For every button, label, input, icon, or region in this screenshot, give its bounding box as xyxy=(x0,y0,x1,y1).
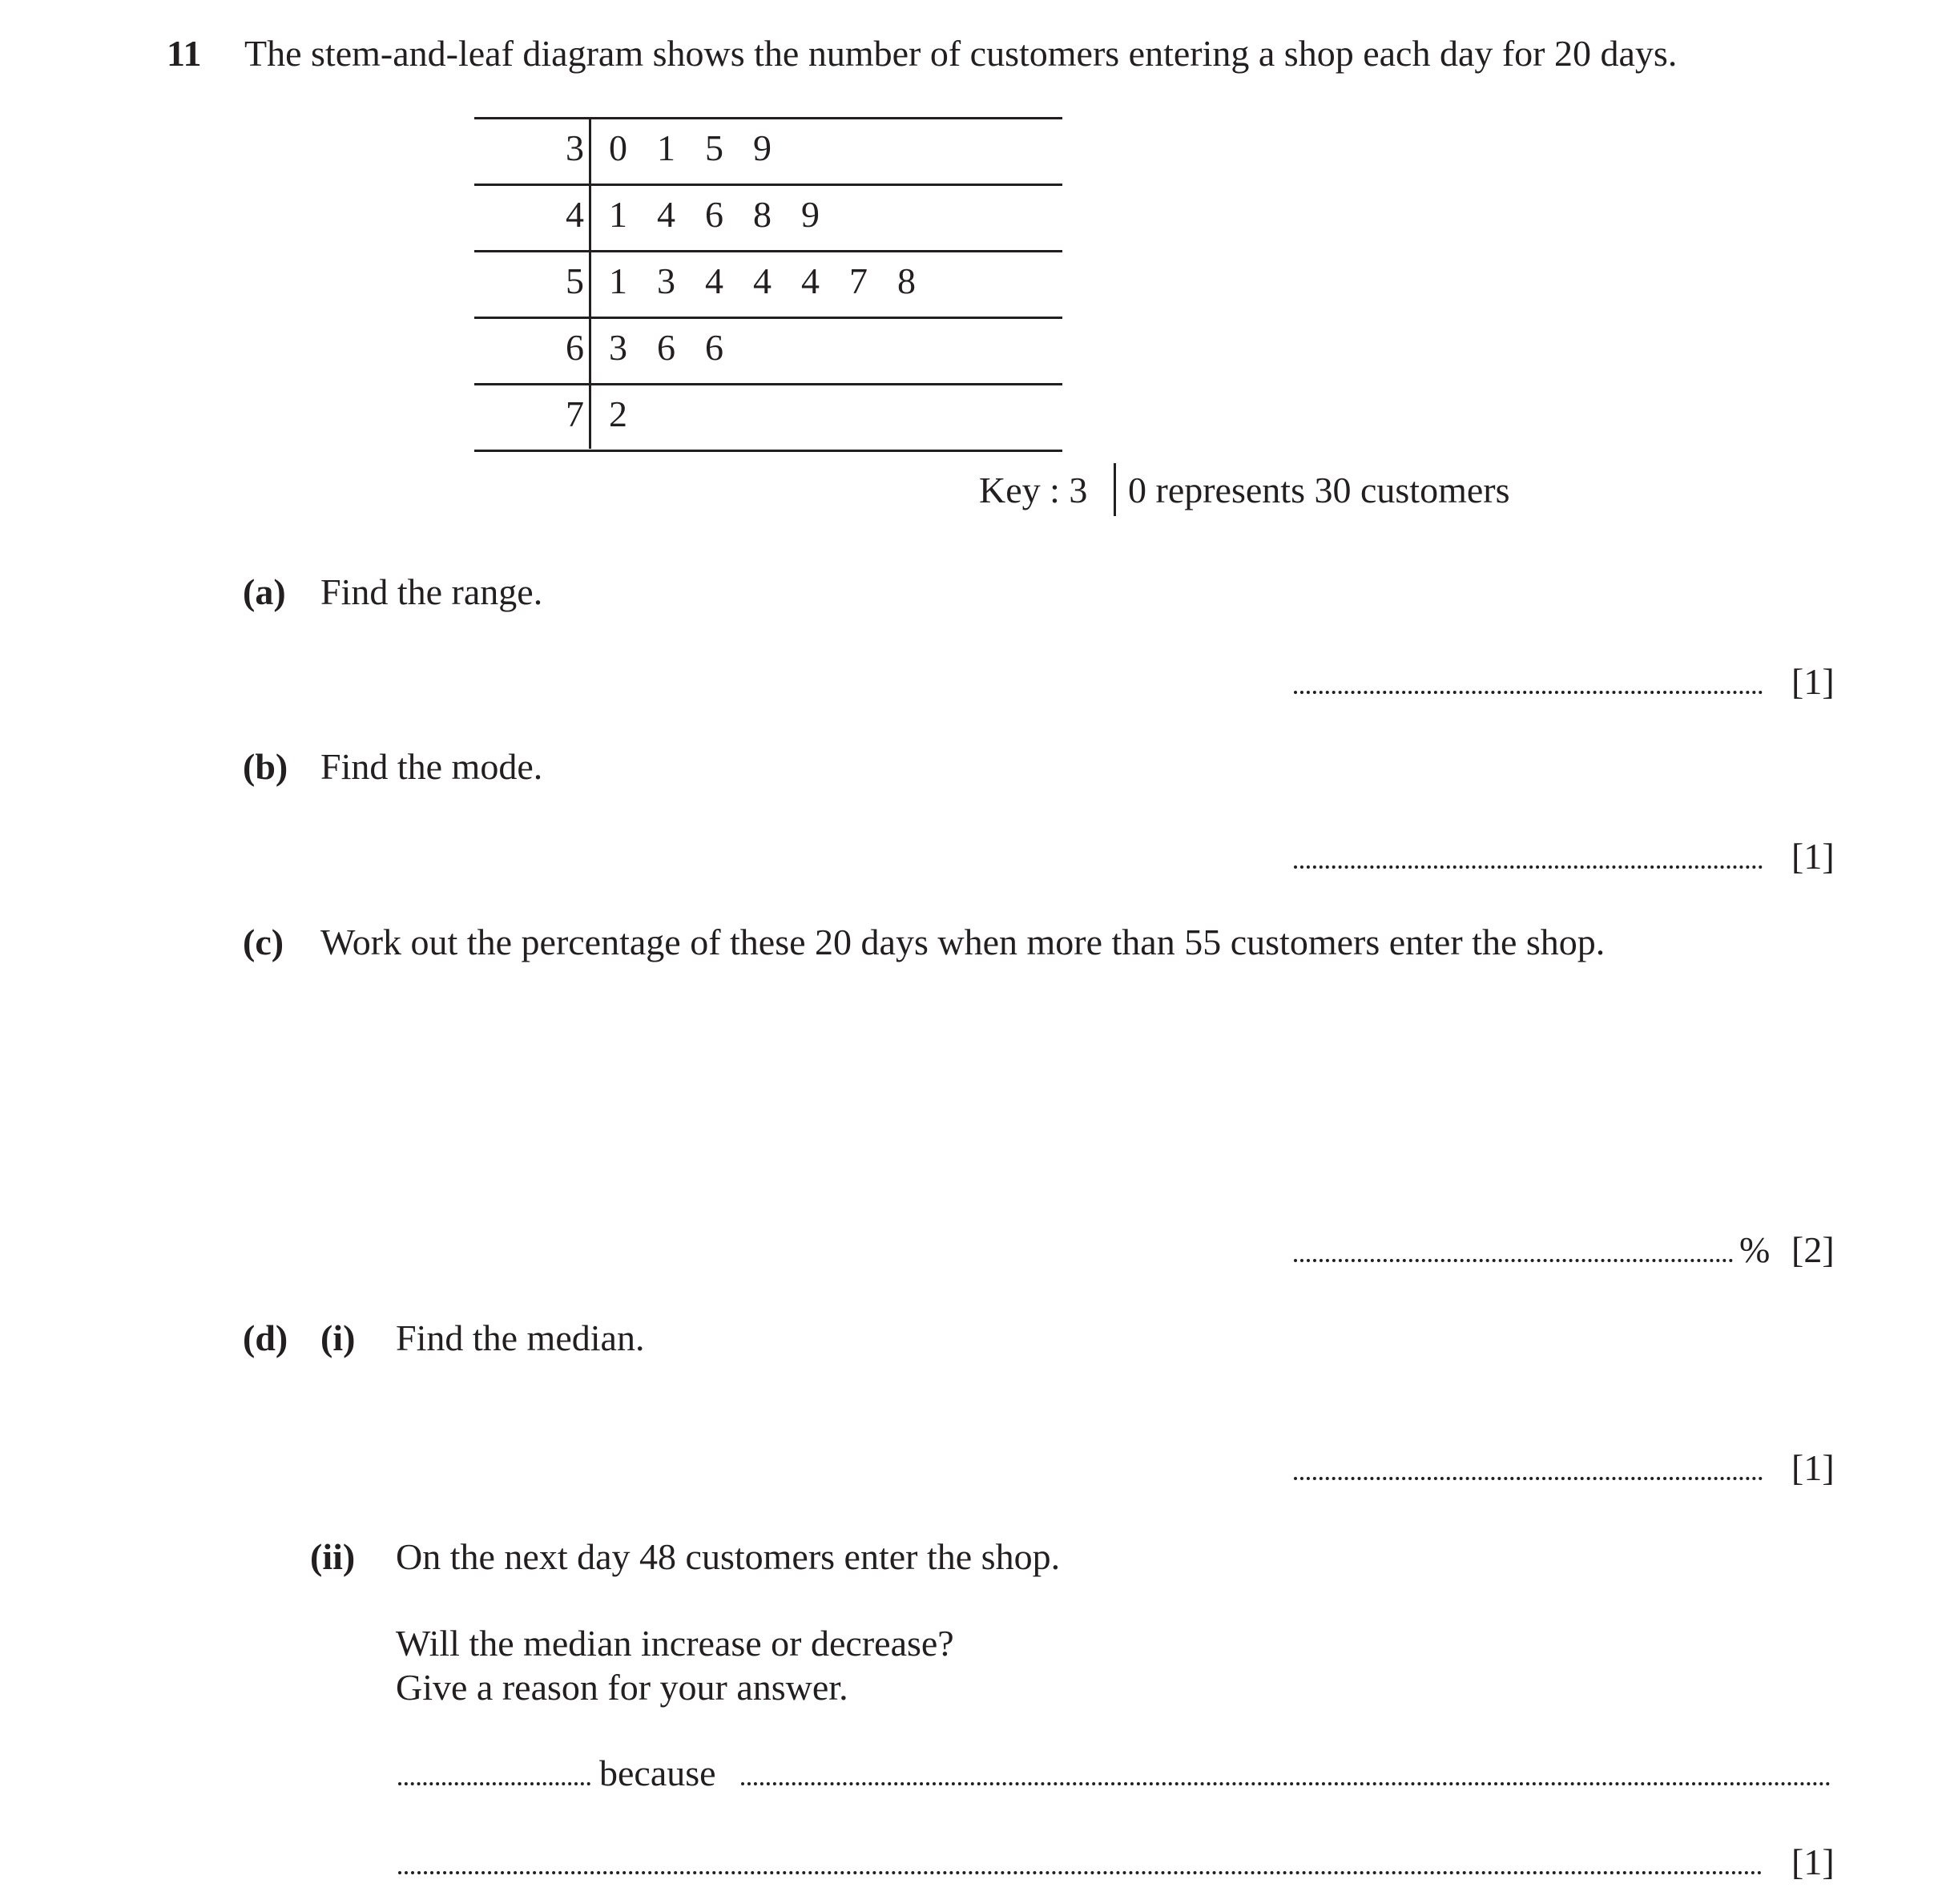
part-d-label: (d) xyxy=(243,1317,288,1358)
because-label: because xyxy=(599,1753,716,1793)
leaf: 4 xyxy=(801,260,820,301)
leaf: 5 xyxy=(705,127,723,168)
stem-row xyxy=(474,184,1062,250)
part-c-label: (c) xyxy=(243,922,284,962)
part-b-text: Find the mode. xyxy=(320,746,543,787)
leaf: 9 xyxy=(801,194,820,235)
part-b-marks: [1] xyxy=(1791,836,1835,877)
answer-line-d-ii-choice[interactable] xyxy=(398,1782,590,1785)
leaf: 6 xyxy=(705,194,723,235)
leaf: 3 xyxy=(657,260,675,301)
leaf: 8 xyxy=(753,194,772,235)
leaves xyxy=(609,393,657,434)
part-c-marks: [2] xyxy=(1791,1229,1835,1270)
key-prefix: Key : 3 xyxy=(979,470,1088,510)
part-b-label: (b) xyxy=(243,746,288,787)
stem-value: 5 xyxy=(566,260,584,301)
part-a-label: (a) xyxy=(243,571,286,612)
leaf: 1 xyxy=(609,260,627,301)
stem-value: 3 xyxy=(566,127,584,168)
leaf: 7 xyxy=(849,260,868,301)
key-divider xyxy=(1114,463,1116,516)
question-intro: The stem-and-leaf diagram shows the number of customers entering a shop each day for 20 days. xyxy=(244,33,1678,74)
leaves xyxy=(609,127,801,168)
leaf: 6 xyxy=(657,327,675,368)
stem-row xyxy=(474,317,1062,383)
key-suffix: 0 represents 30 customers xyxy=(1128,470,1510,510)
leaf: 6 xyxy=(705,327,723,368)
stem-value: 4 xyxy=(566,194,584,235)
answer-line-d-i[interactable] xyxy=(1294,1477,1763,1480)
stem-row xyxy=(474,117,1062,184)
part-d-ii-text-1: On the next day 48 customers enter the shop. xyxy=(396,1536,1061,1577)
stem-value: 6 xyxy=(566,327,584,368)
part-d-i-text: Find the median. xyxy=(396,1317,645,1358)
part-d-ii-label: (ii) xyxy=(310,1536,356,1577)
leaves xyxy=(609,196,849,233)
part-c-text: Work out the percentage of these 20 days when more than 55 customers enter the shop. xyxy=(320,922,1606,962)
leaf: 8 xyxy=(897,260,916,301)
part-d-ii-text-3: Give a reason for your answer. xyxy=(396,1667,848,1708)
stem-value: 7 xyxy=(566,393,584,434)
part-d-i-marks: [1] xyxy=(1791,1447,1835,1488)
leaf: 3 xyxy=(609,327,627,368)
leaves xyxy=(609,329,753,366)
leaf: 4 xyxy=(657,194,675,235)
stem-row xyxy=(474,250,1062,317)
part-c-unit: % xyxy=(1739,1229,1771,1270)
leaf: 1 xyxy=(609,194,627,235)
answer-line-a[interactable] xyxy=(1294,691,1763,694)
answer-line-d-ii-reason-2[interactable] xyxy=(398,1871,1763,1874)
table-rule-bottom xyxy=(474,450,1062,452)
answer-line-c[interactable] xyxy=(1294,1259,1733,1262)
leaf: 4 xyxy=(705,260,723,301)
leaf: 9 xyxy=(753,127,772,168)
part-d-i-label: (i) xyxy=(320,1317,356,1358)
answer-line-d-ii-reason[interactable] xyxy=(741,1782,1831,1785)
part-d-ii-text-2: Will the median increase or decrease? xyxy=(396,1623,954,1664)
stem-row xyxy=(474,383,1062,450)
answer-line-b[interactable] xyxy=(1294,865,1763,869)
part-a-marks: [1] xyxy=(1791,661,1835,702)
leaf: 0 xyxy=(609,127,627,168)
part-d-ii-marks: [1] xyxy=(1791,1841,1835,1882)
leaf: 4 xyxy=(753,260,772,301)
leaf: 2 xyxy=(609,393,627,434)
leaf: 1 xyxy=(657,127,675,168)
leaves xyxy=(609,260,945,301)
part-a-text: Find the range. xyxy=(320,571,543,612)
question-number: 11 xyxy=(167,33,202,74)
